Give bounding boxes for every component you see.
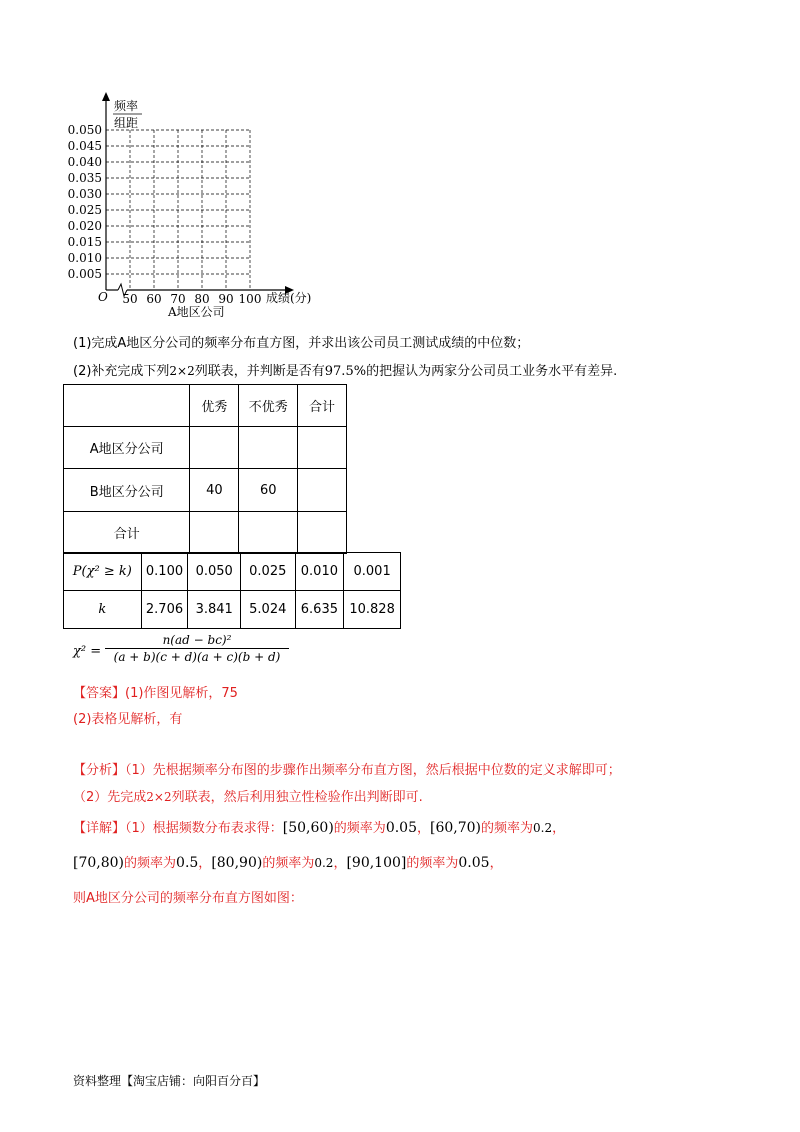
table-cell: 6.635 <box>295 591 344 629</box>
answer-line-2: (2)表格见解析，有 <box>73 712 183 727</box>
origin-label: O <box>98 290 108 304</box>
table-cell: 0.010 <box>295 553 344 591</box>
x-tick-label: 70 <box>170 292 186 306</box>
table-cell: 5.024 <box>240 591 295 629</box>
ylabel-bottom: 组距 <box>114 116 139 130</box>
table-cell <box>298 512 347 554</box>
row-label: B地区分公司 <box>64 469 190 512</box>
table-header-cell: 优秀 <box>190 385 239 427</box>
y-tick-label: 0.050 <box>67 123 102 137</box>
y-tick-label: 0.040 <box>67 155 102 169</box>
table-cell <box>239 512 298 554</box>
x-tick-label: 90 <box>218 292 234 306</box>
ylabel-top: 频率 <box>114 99 139 113</box>
table-cell: 10.828 <box>344 591 401 629</box>
table-header-cell: 不优秀 <box>239 385 298 427</box>
table-cell: 0.100 <box>141 553 188 591</box>
y-tick-label: 0.035 <box>67 171 102 185</box>
answer-line-1: 【答案】(1)作图见解析，75 <box>73 686 238 701</box>
y-tick-label: 0.020 <box>67 219 102 233</box>
critical-value-table <box>63 552 401 629</box>
grid-lines <box>106 130 250 290</box>
x-tick-label: 50 <box>122 292 138 306</box>
table-cell: 40 <box>190 469 239 512</box>
detail-line-2: [70,80)的频率为0.5，[80,90)的频率为0.2，[90,100]的频率为0.05， <box>73 855 503 871</box>
table-header-cell: 合计 <box>298 385 347 427</box>
y-tick-label: 0.030 <box>67 187 102 201</box>
analysis-line-2: （2）先完成2×2列联表，然后利用独立性检验作出判断即可. <box>73 790 423 805</box>
table-cell: 0.025 <box>240 553 295 591</box>
question-1: (1)完成A地区分公司的频率分布直方图，并求出该公司员工测试成绩的中位数； <box>73 336 530 351</box>
row-label: A地区分公司 <box>64 427 190 469</box>
table-row <box>64 512 347 554</box>
table-cell <box>239 427 298 469</box>
chart-caption: A地区公司 <box>168 305 225 319</box>
table-cell: 60 <box>239 469 298 512</box>
x-axis-label: 成绩(分) <box>266 291 312 305</box>
table-header-cell <box>64 385 190 427</box>
question-2: (2)补充完成下列2×2列联表，并判断是否有97.5%的把握认为两家分公司员工业务水平有差异. <box>73 364 618 379</box>
table-cell <box>298 469 347 512</box>
detail-line-3: 则A地区分公司的频率分布直方图如图： <box>73 891 303 906</box>
frequency-histogram <box>60 88 360 320</box>
x-tick-label: 80 <box>194 292 210 306</box>
y-tick-label: 0.025 <box>67 203 102 217</box>
y-axis-arrow <box>102 92 110 101</box>
analysis-line-1: 【分析】（1）先根据频率分布图的步骤作出频率分布直方图，然后根据中位数的定义求解即可； <box>73 763 621 778</box>
contingency-table <box>63 384 347 554</box>
table-cell <box>190 512 239 554</box>
k-label: k <box>64 591 142 629</box>
y-tick-label: 0.010 <box>67 251 102 265</box>
x-tick-label: 100 <box>238 292 262 306</box>
table-cell: 0.050 <box>188 553 241 591</box>
y-tick-label: 0.005 <box>67 267 102 281</box>
table-row <box>64 591 401 629</box>
y-tick-label: 0.015 <box>67 235 102 249</box>
detail-line-1: 【详解】（1）根据频数分布表求得：[50,60)的频率为0.05，[60,70)的频率为0.2， <box>73 820 566 836</box>
footer-credit: 资料整理【淘宝店铺：向阳百分百】 <box>73 1074 266 1088</box>
y-tick-label: 0.045 <box>67 139 102 153</box>
table-cell: 0.001 <box>344 553 401 591</box>
x-tick-label: 60 <box>146 292 162 306</box>
p-label: P(χ² ≥ k) <box>64 553 142 591</box>
row-label: 合计 <box>64 512 190 554</box>
table-row <box>64 469 347 512</box>
table-row <box>64 553 401 591</box>
table-cell: 2.706 <box>141 591 188 629</box>
table-cell <box>190 427 239 469</box>
table-row <box>64 427 347 469</box>
table-cell: 3.841 <box>188 591 241 629</box>
table-cell <box>298 427 347 469</box>
